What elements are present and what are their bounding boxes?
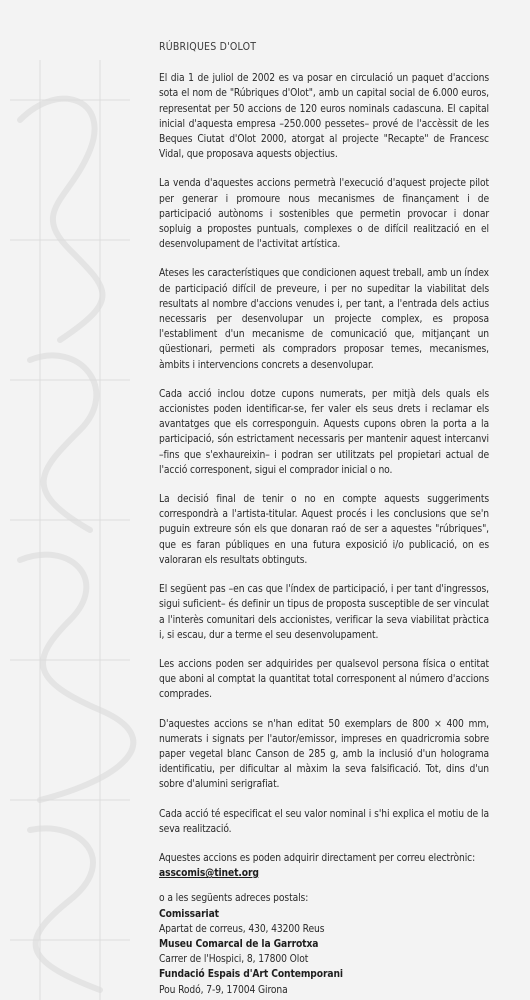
address-line-museu: Carrer de l'Hospici, 8, 17800 Olot (159, 954, 309, 966)
embossed-signature-pattern (0, 60, 140, 1000)
email-link[interactable]: asscomis@tinet.org (159, 868, 259, 880)
page-title: RÚBRIQUES D'OLOT (159, 41, 257, 53)
paragraph-contact: Aquestes accions es poden adquirir directament per correu electrònic: (159, 852, 476, 864)
main-text-column (159, 40, 489, 998)
paragraph-purchase: Les accions poden ser adquirides per qualsevol persona física o entitat que aboni al comptat la quantitat total corresponent al número d'accions comprades. (159, 658, 489, 701)
paragraph-objectives: La venda d'aquestes accions permetrà l'execució d'aquest projecte pilot per generar i promoure nous mecanismes de finançament i de participació autònoms i sostenibles que permetin provocar i donar sopluig a propostes puntuals, complexes o de difícil realització en el desenvolupament de l'activitat artística. (159, 178, 489, 251)
addresses-intro: o a les següents adreces postals: (159, 893, 309, 905)
paragraph-edition: D'aquestes accions se n'han editat 50 exemplars de 800 × 400 mm, numerats i signats per l'autor/emissor, impreses en quadricromia sobre paper vegetal blanc Canson de 285 g, amb la inclusió d'un holograma identificatiu, per dificultar al màxim la seva falsificació. Tot, dins d'un sobre d'alumini serigrafiat. (159, 718, 489, 791)
address-org-comissariat: Comissariat (159, 908, 219, 920)
postal-addresses (159, 891, 489, 997)
paragraph-next-step: El següent pas –en cas que l'índex de participació, i per tant d'ingressos, sigui suficient– és definir un tipus de proposta susceptible de ser vinculat a l'interès comunitari dels accionistes, verificar la seva viabilitat pràctica i, si escau, dur a terme el seu desenvolupament. (159, 584, 489, 641)
address-line-fundacio: Pou Rodó, 7-9, 17004 Girona (159, 984, 288, 996)
address-line-comissariat: Apartat de correus, 430, 43200 Reus (159, 923, 325, 935)
address-org-fundacio: Fundació Espais d'Art Contemporani (159, 969, 343, 981)
paragraph-intro: El dia 1 de juliol de 2002 es va posar en circulació un paquet d'accions sota el nom de "Rúbriques d'Olot", amb un capital social de 6.000 euros, representat per 50 accions de 120 euros nominals cadascuna. El capital inicial d'aquesta empresa –250.000 pessetes– prové de l'accèssit de les Beques Ciutat d'Olot 2000, atorgat al projecte "Recapte" de Francesc Vidal, que proposava aquests objectius. (159, 73, 489, 161)
address-org-museu: Museu Comarcal de la Garrotxa (159, 938, 319, 950)
paragraph-coupons: Cada acció inclou dotze cupons numerats, per mitjà dels quals els accionistes poden identificar-se, fer valer els seus drets i reclamar els avantatges que els corresponguin. Aquests cupons obren la porta a la participació, són estrictament necessaris per mantenir aquest intercanvi –fins que s'exhaureixin– i podran ser utilitzats pel propietari actual de l'acció corresponent, sigui el comprador inicial o no. (159, 388, 489, 476)
paragraph-decision: La decisió final de tenir o no en compte aquests suggeriments correspondrà a l'artista-titular. Aquest procés i les conclusions que se'n puguin extreure són els que donaran raó de ser a aquestes "rúbriques", que es faran públiques en una futura exposició i/o publicació, on es valoraran els resultats obtinguts. (159, 494, 489, 566)
paragraph-value: Cada acció té especificat el seu valor nominal i s'hi explica el motiu de la seva realització. (159, 808, 489, 835)
paragraph-mechanism: Ateses les característiques que condicionen aquest treball, amb un índex de participació difícil de preveure, i per no supeditar la viabilitat dels resultats al nombre d'accions venudes i, per tant, a l'entrada dels actius necessaris per desenvolupar un projecte complex, es proposa l'establiment d'un mecanisme de comunicació que, mitjançant un qüestionari, permeti als compradors proposar temes, mecanismes, àmbits i intervencions concrets a desenvolupar. (159, 268, 489, 371)
